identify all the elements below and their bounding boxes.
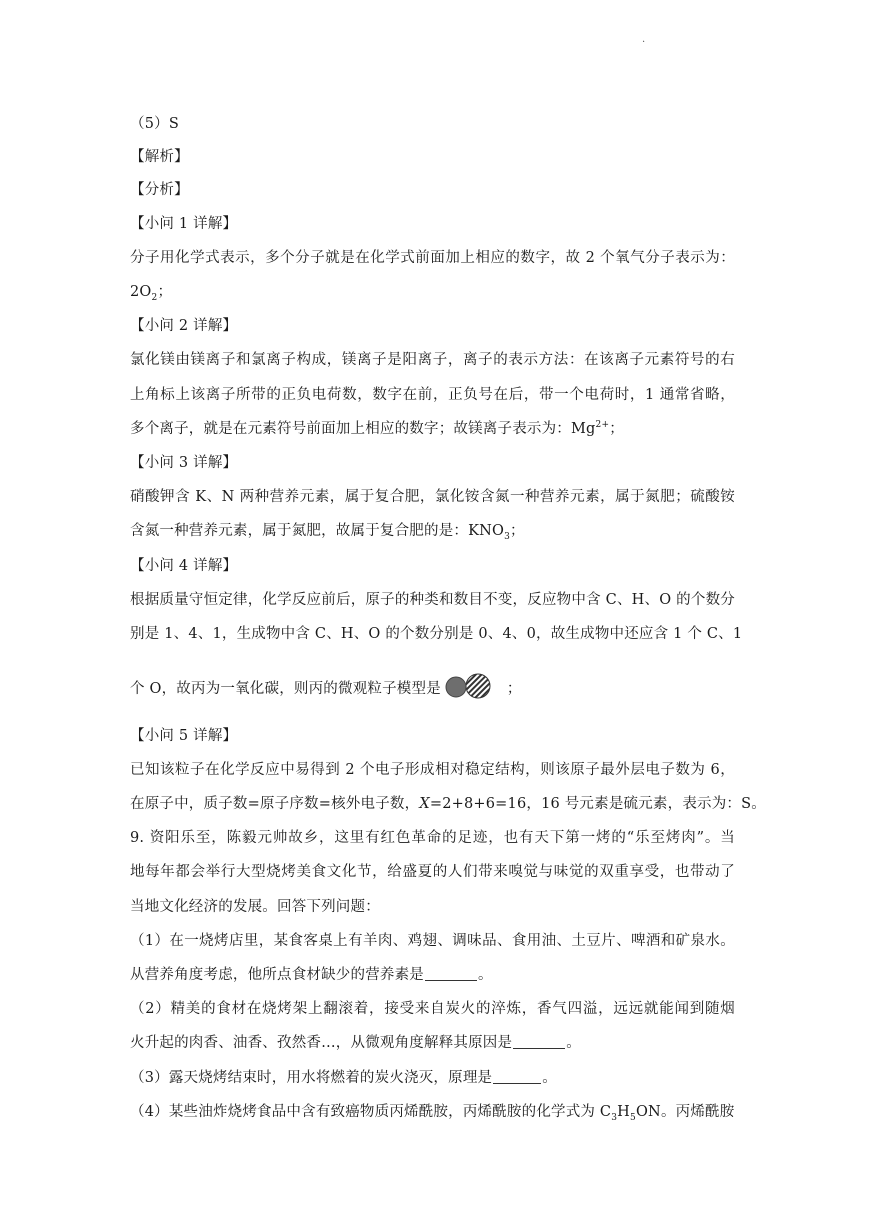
answer-blank-1[interactable] <box>425 966 477 981</box>
sub4-title: 【小问 4 详解】 <box>130 558 238 574</box>
answer-blank-3[interactable] <box>493 1069 541 1084</box>
q9-1-line1: （1）在一烧烤店里，某食客桌上有羊肉、鸡翅、调味品、食用油、土豆片、啤酒和矿泉水。 <box>130 933 735 949</box>
answer-blank-2[interactable] <box>513 1034 565 1049</box>
co-molecule-icon <box>443 672 493 700</box>
sub2-line2: 上角标上该离子所带的正负电荷数，数字在前，正负号在后，带一个电荷时，1 通常省略， <box>130 387 735 403</box>
fenxi-heading: 【分析】 <box>130 182 189 198</box>
co-molecule-model <box>443 672 493 706</box>
q5-answer: （5）S <box>130 116 179 132</box>
q9-line1: 9. 资阳乐至，陈毅元帅故乡，这里有红色革命的足迹，也有天下第一烤的“乐至烤肉”。当 <box>130 830 735 846</box>
oxygen-atom <box>466 674 490 698</box>
sub5-line2: 在原子中，质子数=原子序数=核外电子数，X=2+8+6=16，16 号元素是硫元素，表示为：S。 <box>130 796 766 812</box>
sub5-line1: 已知该粒子在化学反应中易得到 2 个电子形成相对稳定结构，则该原子最外层电子数为 6， <box>130 762 735 778</box>
sub4-line1: 根据质量守恒定律，化学反应前后，原子的种类和数目不变，反应物中含 C、H、O 的个数分 <box>130 592 735 608</box>
sub2-line1: 氯化镁由镁离子和氯离子构成，镁离子是阳离子，离子的表示方法：在该离子元素符号的右 <box>130 352 735 368</box>
sub2-line3: 多个离子，就是在元素符号前面加上相应的数字；故镁离子表示为：$Mg^{2+}$； <box>130 420 624 437</box>
q9-2-line1: （2）精美的食材在烧烤架上翻滚着，接受来自炭火的淬炼，香气四溢，远远就能闻到随烟 <box>130 1001 735 1017</box>
sub3-title: 【小问 3 详解】 <box>130 455 238 471</box>
sub1-line2: $2O_2$； <box>130 284 173 303</box>
sub2-title: 【小问 2 详解】 <box>130 318 238 334</box>
sub4-line2: 别是 1、4、1，生成物中含 C、H、O 的个数分别是 0、4、0，故生成物中还应含 1 个 C、1 <box>130 626 743 642</box>
q9-4-line: （4）某些油炸烧烤食品中含有致癌物质丙烯酰胺，丙烯酰胺的化学式为 $C_3H_5ON$。丙烯酰胺 <box>130 1104 735 1123</box>
sub3-line1: 硝酸钾含 K、N 两种营养元素，属于复合肥，氯化铵含氮一种营养元素，属于氮肥；硫酸铵 <box>130 489 735 505</box>
jiexi-heading: 【解析】 <box>130 149 189 165</box>
carbon-atom <box>446 677 466 697</box>
q9-line3: 当地文化经济的发展。回答下列问题： <box>130 899 380 915</box>
q9-line2: 地每年都会举行大型烧烤美食文化节，给盛夏的人们带来嗅觉与味觉的双重享受，也带动了 <box>130 864 735 880</box>
header-mark: . <box>642 34 646 45</box>
q9-3-line: （3）露天烧烤结束时，用水将燃着的炭火浇灭，原理是 。 <box>130 1070 557 1086</box>
q9-1-line2: 从营养角度考虑，他所点食材缺少的营养素是 。 <box>130 967 493 983</box>
sub5-title: 【小问 5 详解】 <box>130 728 238 744</box>
q9-2-line2: 火升起的肉香、油香、孜然香…，从微观角度解释其原因是 。 <box>130 1035 581 1051</box>
sub1-title: 【小问 1 详解】 <box>130 216 238 232</box>
sub3-line2: 含氮一种营养元素，属于氮肥，故属于复合肥的是：$KNO_3$； <box>130 523 525 542</box>
sub1-line1: 分子用化学式表示，多个分子就是在化学式前面加上相应的数字，故 2 个氧气分子表示为： <box>130 250 735 266</box>
sub4-line3: 个 O，故丙为一氧化碳，则丙的微观粒子模型是 ； <box>130 672 522 706</box>
